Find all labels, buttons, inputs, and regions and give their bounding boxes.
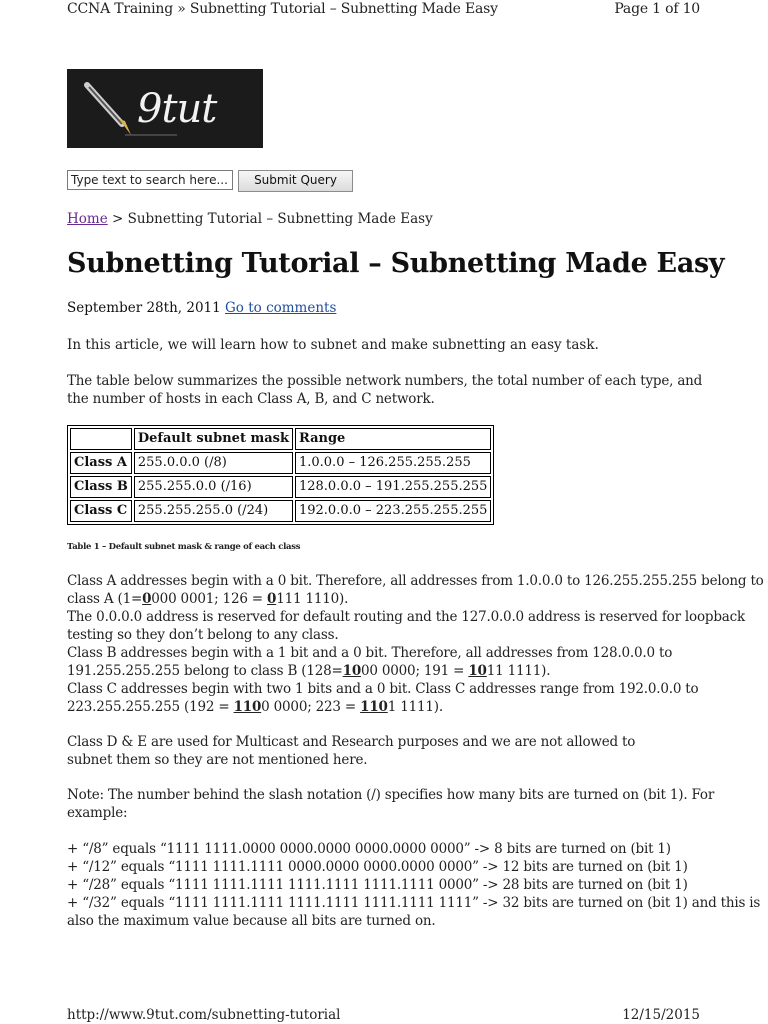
table-cell: 255.255.255.0 (/24) xyxy=(134,500,293,522)
search-input[interactable]: Type text to search here... xyxy=(67,170,233,190)
text-line: Class B addresses begin with a 1 bit and a 0 bit. Therefore, all addresses from 128.0.0.0 to xyxy=(67,645,673,661)
text-line: The 0.0.0.0 address is reserved for default routing and the 127.0.0.0 address is reserved for loopback xyxy=(67,609,745,625)
table-header-cell: Default subnet mask xyxy=(134,428,293,450)
breadcrumb-current: > Subnetting Tutorial – Subnetting Made Easy xyxy=(107,211,433,227)
table-row xyxy=(70,452,491,474)
post-meta xyxy=(67,300,336,316)
print-header-title: CCNA Training » Subnetting Tutorial – Subnetting Made Easy xyxy=(67,1,498,17)
table-cell: 1.0.0.0 – 126.255.255.255 xyxy=(295,452,491,474)
text-line: example: xyxy=(67,805,128,821)
classes-paragraph xyxy=(67,572,764,716)
table-cell: 192.0.0.0 – 223.255.255.255 xyxy=(295,500,491,522)
table-cell: Class B xyxy=(70,476,132,498)
class-table xyxy=(67,425,494,525)
table-cell: 128.0.0.0 – 191.255.255.255 xyxy=(295,476,491,498)
bit-highlight: 0 xyxy=(267,591,277,607)
footer-url: http://www.9tut.com/subnetting-tutorial xyxy=(67,1007,341,1023)
text-run: 000 0001; 126 = xyxy=(151,591,268,607)
bit-highlight: 10 xyxy=(468,663,487,679)
page-title: Subnetting Tutorial – Subnetting Made Easy xyxy=(67,248,725,279)
table-row xyxy=(70,500,491,522)
bit-highlight: 10 xyxy=(342,663,362,679)
site-logo[interactable] xyxy=(67,69,263,148)
text-line xyxy=(67,662,707,680)
submit-query-button[interactable]: Submit Query xyxy=(238,170,353,192)
text-run: 00 0000; 191 = xyxy=(361,663,469,679)
intro-paragraph: In this article, we will learn how to subnet and make subnetting an easy task. xyxy=(67,337,599,353)
comments-link[interactable]: Go to comments xyxy=(225,300,337,316)
post-date: September 28th, 2011 xyxy=(67,300,221,316)
bit-highlight: 110 xyxy=(360,699,388,715)
print-header xyxy=(67,0,700,20)
table-cell: 255.255.0.0 (/16) xyxy=(134,476,293,498)
text-line xyxy=(67,590,707,608)
text-line xyxy=(67,698,707,716)
breadcrumb xyxy=(67,211,433,227)
text-run: 11 1111). xyxy=(486,663,551,679)
text-line: Class C addresses begin with two 1 bits and a 0 bit. Class C addresses range from 192.0.0.0 to xyxy=(67,681,699,697)
list-item: + “/12” equals “1111 1111.1111 0000.0000 0000.0000 0000” -> 12 bits are turned on (bit 1) xyxy=(67,859,688,875)
bit-highlight: 110 xyxy=(233,699,262,715)
table-cell: 255.0.0.0 (/8) xyxy=(134,452,293,474)
examples-list xyxy=(67,840,761,930)
table-cell: Class C xyxy=(70,500,132,522)
print-footer xyxy=(67,1006,700,1024)
text-run: 111 1110). xyxy=(276,591,349,607)
note-paragraph xyxy=(67,786,715,822)
text-run: 0 0000; 223 = xyxy=(261,699,361,715)
text-run: class A (1= xyxy=(67,591,143,607)
text-line: testing so they don’t belong to any class. xyxy=(67,627,339,643)
text-run: 223.255.255.255 (192 = xyxy=(67,699,234,715)
logo-text: 9tut xyxy=(137,86,217,132)
text-line: Class A addresses begin with a 0 bit. Therefore, all addresses from 1.0.0.0 to 126.255.255.255 belong to xyxy=(67,573,764,589)
table-intro-paragraph: The table below summarizes the possible network numbers, the total number of each type, and the number of hosts in each Class A, B, and C network. xyxy=(67,373,703,407)
list-item: + “/32” equals “1111 1111.1111 1111.1111 1111.1111 1111” -> 32 bits are turned on (bit 1) and this is xyxy=(67,895,761,911)
text-run: 191.255.255.255 belong to class B (128= xyxy=(67,663,343,679)
table-header-cell xyxy=(70,428,132,450)
text-line: Note: The number behind the slash notation (/) specifies how many bits are turned on (bit 1). For xyxy=(67,787,715,803)
list-item: also the maximum value because all bits are turned on. xyxy=(67,913,436,929)
text-run: 1 1111). xyxy=(387,699,443,715)
table-cell: Class A xyxy=(70,452,132,474)
bit-highlight: 0 xyxy=(142,591,152,607)
table-header-row xyxy=(70,428,491,450)
class-de-paragraph: Class D & E are used for Multicast and Research purposes and we are not allowed to subnet them so they are not mentioned here. xyxy=(67,734,636,768)
breadcrumb-home-link[interactable]: Home xyxy=(67,211,108,227)
list-item: + “/28” equals “1111 1111.1111 1111.1111 1111.1111 0000” -> 28 bits are turned on (bit 1) xyxy=(67,877,688,893)
table-row xyxy=(70,476,491,498)
footer-date: 12/15/2015 xyxy=(622,1007,700,1023)
list-item: + “/8” equals “1111 1111.0000 0000.0000 0000.0000 0000” -> 8 bits are turned on (bit 1) xyxy=(67,841,671,857)
table-header-cell: Range xyxy=(295,428,491,450)
table-caption: Table 1 – Default subnet mask & range of each class xyxy=(67,542,301,552)
page-number: Page 1 of 10 xyxy=(614,1,700,17)
